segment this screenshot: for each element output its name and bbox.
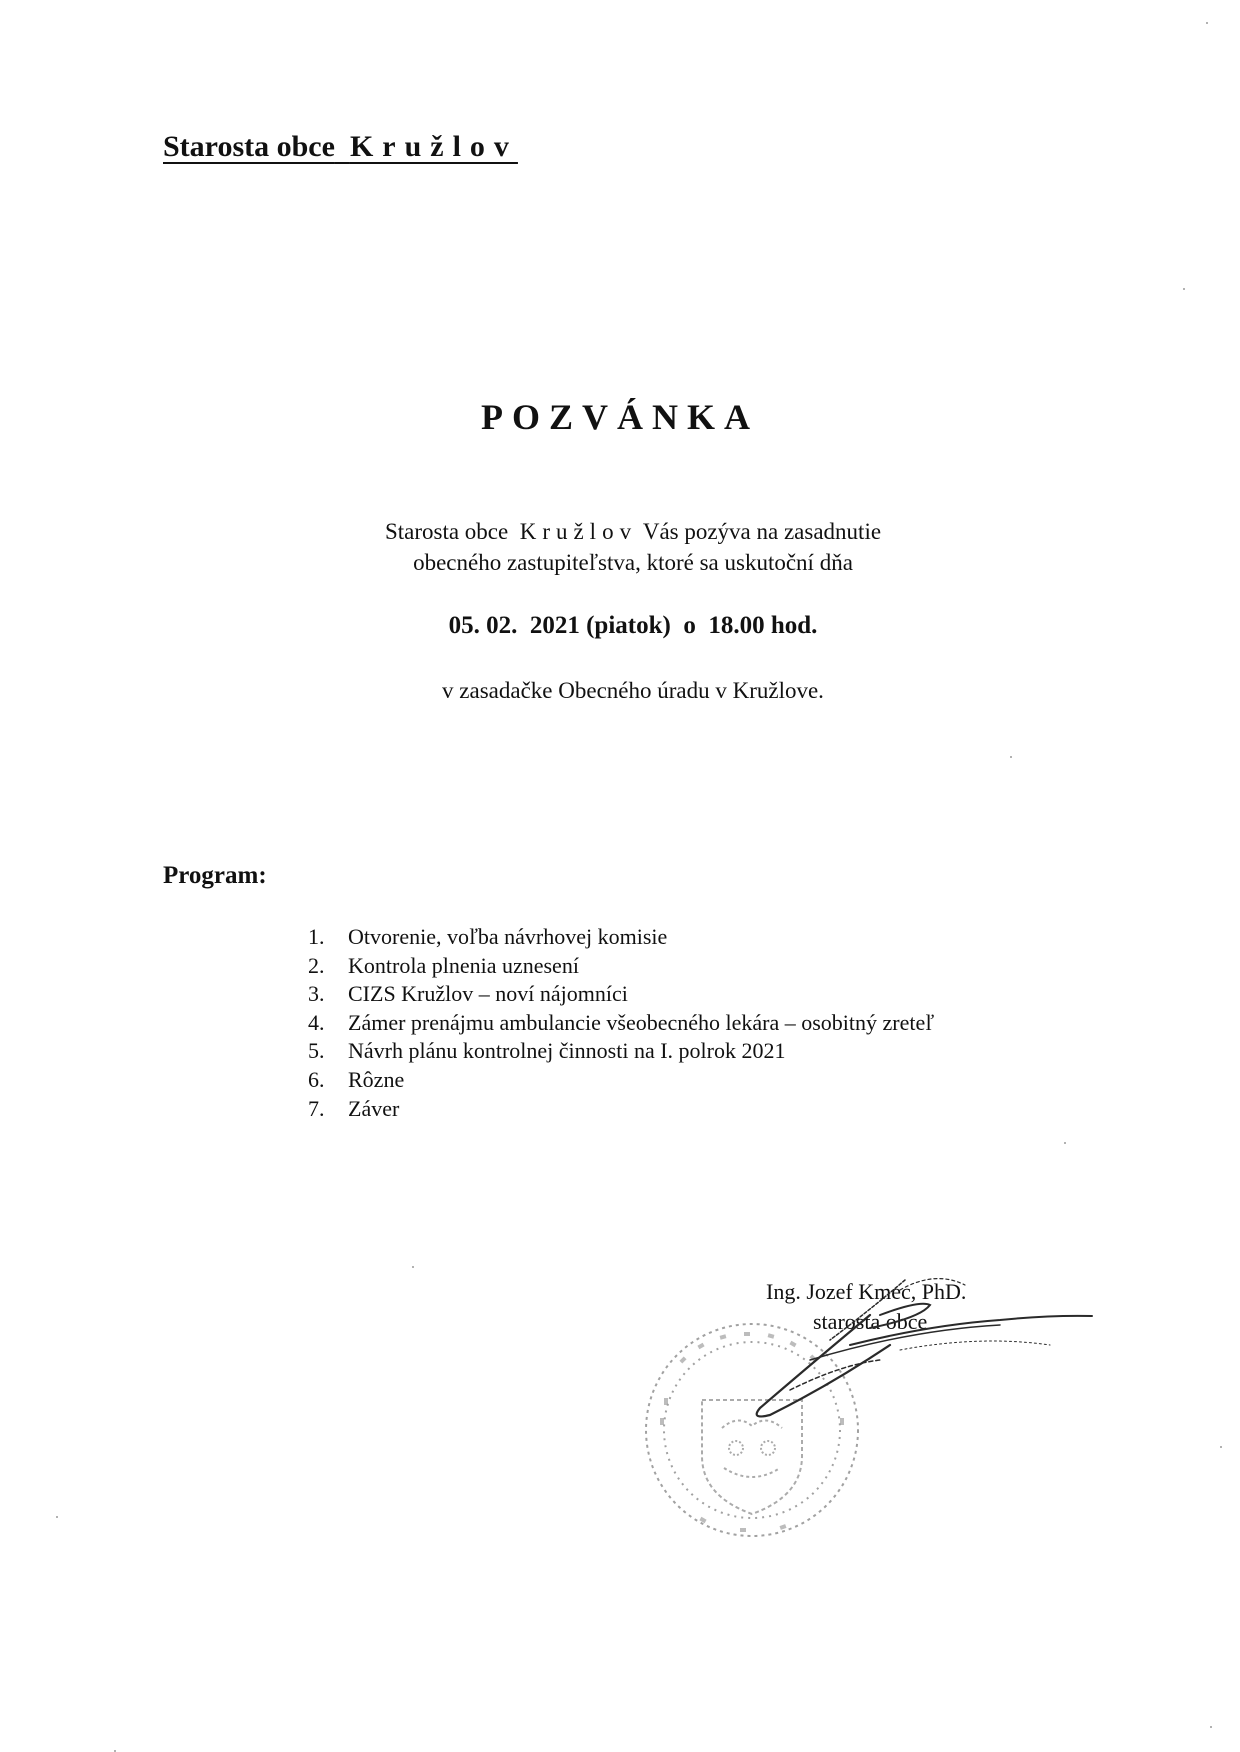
scan-speck: [1220, 1446, 1222, 1448]
agenda-item-text: Otvorenie, voľba návrhovej komisie: [348, 924, 668, 949]
invitation-text: [0, 516, 1240, 578]
invitation-line-2: obecného zastupiteľstva, ktoré sa uskutoční dňa: [413, 550, 853, 575]
scan-speck: [1183, 288, 1185, 290]
program-heading: Program:: [163, 862, 267, 889]
handwritten-signature-icon: [750, 1270, 1110, 1445]
agenda-list: [308, 923, 934, 1123]
agenda-item-number: 3.: [308, 981, 325, 1007]
scan-speck: [1206, 22, 1208, 24]
scan-speck: [1210, 1726, 1212, 1728]
issuer-heading: [163, 130, 518, 164]
agenda-item-number: 1.: [308, 924, 325, 949]
agenda-item-number: 5.: [308, 1038, 325, 1064]
agenda-item: [308, 1095, 934, 1124]
scan-speck: [1010, 756, 1012, 758]
scan-speck: [1064, 1142, 1066, 1144]
issuer-label: Starosta obce: [163, 130, 335, 163]
signatory-role: starosta obce: [813, 1309, 928, 1334]
agenda-item: [308, 923, 934, 952]
agenda-item-number: 6.: [308, 1066, 325, 1092]
invitation-line-1: [0, 516, 1240, 547]
agenda-item: [308, 1066, 934, 1095]
scan-speck: [56, 1516, 58, 1518]
meeting-date: 05. 02. 2021 (piatok) o 18.00 hod.: [448, 612, 818, 639]
agenda-item-text: Kontrola plnenia uznesení: [348, 952, 579, 978]
agenda-item: [308, 1037, 934, 1066]
scan-speck: [412, 1266, 414, 1268]
invitation-phrase: Vás pozýva na zasadnutie: [642, 519, 882, 544]
agenda-item: [308, 1009, 934, 1038]
meeting-venue: v zasadačke Obecného úradu v Kružlove.: [442, 678, 824, 703]
signatory-name: Ing. Jozef Kmec, PhD.: [766, 1279, 967, 1304]
agenda-item-text: Rôzne: [348, 1066, 405, 1092]
agenda-item-number: 2.: [308, 952, 325, 978]
agenda-item-number: 7.: [308, 1095, 325, 1121]
document-title: POZVÁNKA: [481, 397, 759, 437]
issuer-municipality: Kružlov: [349, 130, 518, 163]
agenda-item-number: 4.: [308, 1009, 325, 1035]
agenda-item: [308, 952, 934, 981]
agenda-item-text: CIZS Kružlov – noví nájomníci: [348, 981, 628, 1007]
invitation-municipality: Kružlov: [519, 519, 638, 544]
agenda-item-text: Zámer prenájmu ambulancie všeobecného lekára – osobitný zreteľ: [348, 1009, 935, 1035]
agenda-item-text: Záver: [348, 1095, 400, 1121]
agenda-item: [308, 980, 934, 1009]
agenda-item-text: Návrh plánu kontrolnej činnosti na I. polrok 2021: [348, 1038, 786, 1064]
invitation-issuer: Starosta obce: [384, 519, 509, 544]
